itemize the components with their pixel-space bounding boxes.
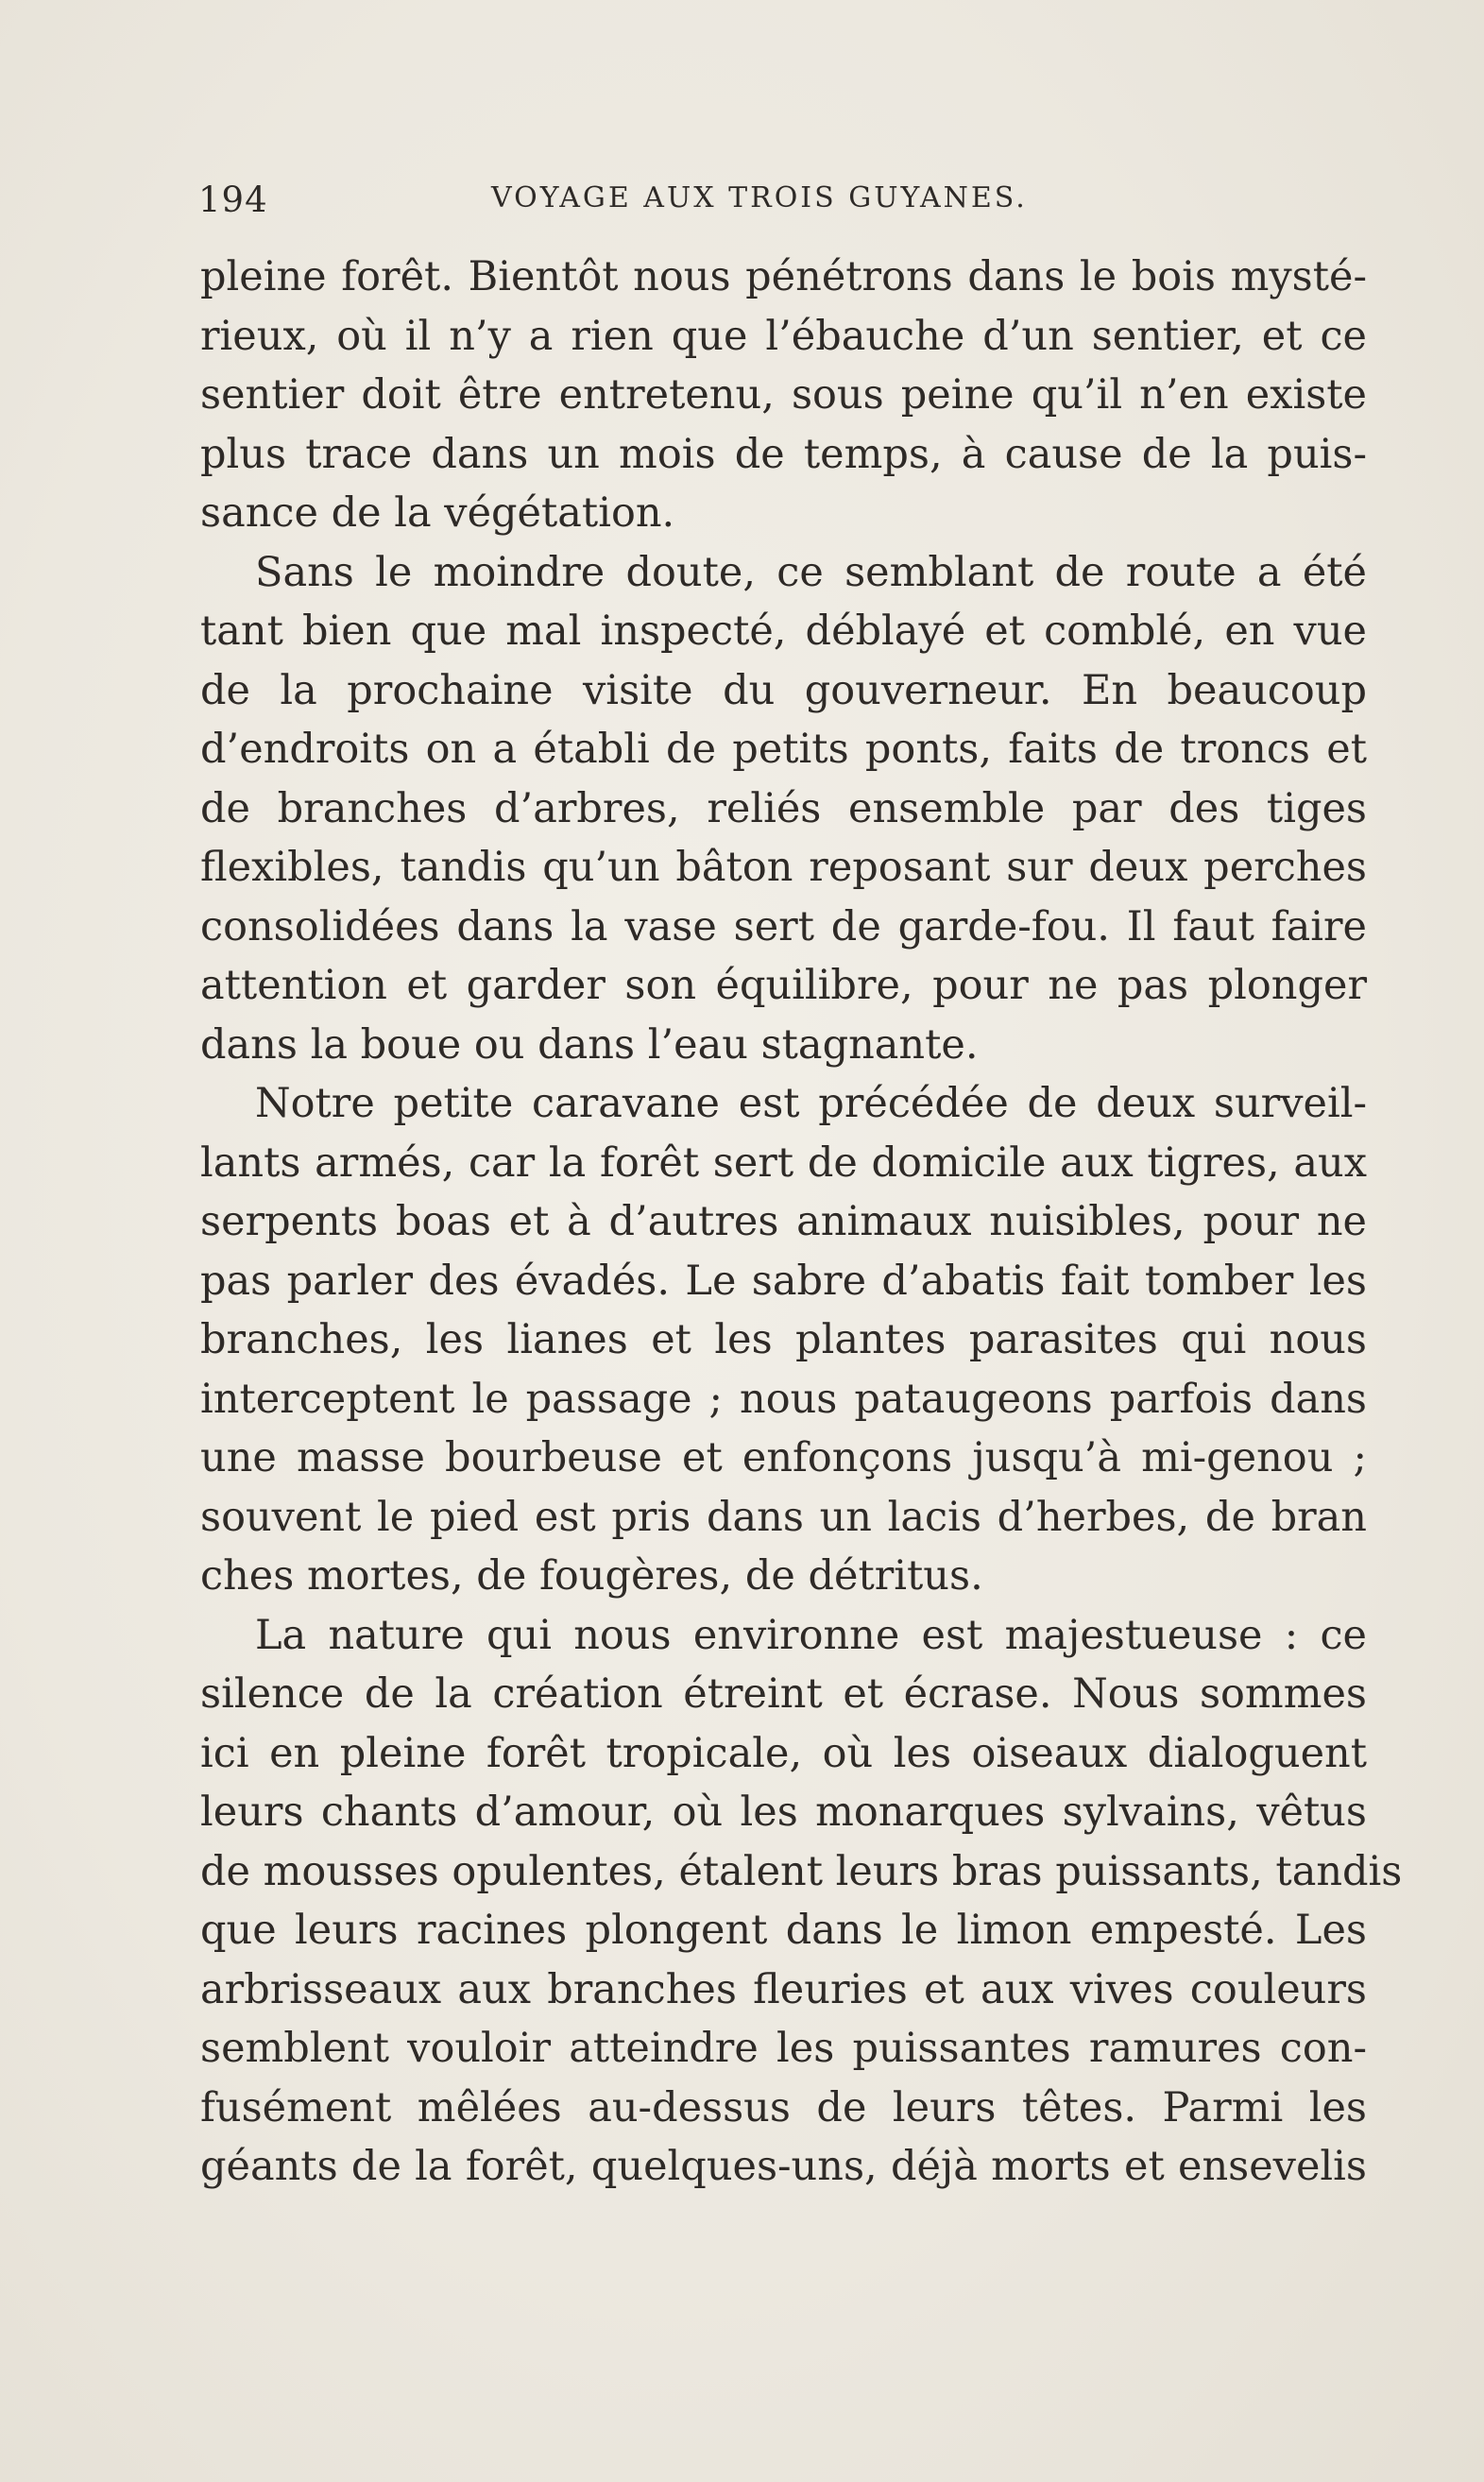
paragraph <box>200 248 1367 543</box>
text-line: de branches d’arbres, reliés ensemble par des tiges <box>200 784 1367 832</box>
text-line: géants de la forêt, quelques-uns, déjà morts et ensevelis <box>200 2143 1367 2190</box>
text-line: consolidées dans la vase sert de garde-fou. Il faut faire <box>200 902 1367 950</box>
text-line: flexibles, tandis qu’un bâton reposant sur deux perches <box>200 844 1367 891</box>
text-line: leurs chants d’amour, où les monarques sylvains, vêtus <box>200 1789 1367 1836</box>
text-line: La nature qui nous environne est majestueuse : ce <box>255 1611 1367 1659</box>
text-line: Notre petite caravane est précédée de deux surveil- <box>255 1080 1367 1127</box>
text-line: plus trace dans un mois de temps, à cause de la puis- <box>200 430 1367 478</box>
text-line: silence de la création étreint et écrase. Nous sommes <box>200 1670 1367 1718</box>
paragraph <box>200 543 1367 1075</box>
text-line: ches mortes, de fougères, de détritus. <box>200 1552 983 1600</box>
text-line: souvent le pied est pris dans un lacis d’herbes, de bran <box>200 1493 1367 1541</box>
text-line: attention et garder son équilibre, pour ne pas plonger <box>200 962 1367 1009</box>
text-line: tant bien que mal inspecté, déblayé et comblé, en vue <box>200 608 1367 655</box>
paragraph <box>200 1074 1367 1606</box>
text-line: pas parler des évadés. Le sabre d’abatis fait tomber les <box>200 1257 1367 1305</box>
text-line: une masse bourbeuse et enfonçons jusqu’à mi-genou ; <box>200 1434 1367 1481</box>
text-line: pleine forêt. Bientôt nous pénétrons dans le bois mysté- <box>200 253 1367 300</box>
text-line: d’endroits on a établi de petits ponts, faits de troncs et <box>200 726 1367 773</box>
text-line: fusément mêlées au-dessus de leurs têtes. Parmi les <box>200 2083 1367 2131</box>
text-line: ici en pleine forêt tropicale, où les oiseaux dialoguent <box>200 1729 1367 1777</box>
text-line: sentier doit être entretenu, sous peine qu’il n’en existe <box>200 371 1367 419</box>
text-line: dans la boue ou dans l’eau stagnante. <box>200 1020 979 1069</box>
page-header <box>198 180 1086 227</box>
text-line: sance de la végétation. <box>200 489 675 537</box>
text-line: de mousses opulentes, étalent leurs bras puissants, tandis <box>200 1847 1403 1895</box>
text-line: semblent vouloir atteindre les puissantes ramures con- <box>200 2025 1367 2072</box>
page-number: 194 <box>198 180 268 220</box>
body-text <box>200 248 1403 2197</box>
text-line: de la prochaine visite du gouverneur. En beaucoup <box>200 666 1367 714</box>
text-line: serpents boas et à d’autres animaux nuisibles, pour ne <box>200 1198 1367 1245</box>
text-line: interceptent le passage ; nous pataugeons parfois dans <box>200 1375 1367 1423</box>
paragraph <box>200 1606 1403 2197</box>
text-line: rieux, où il n’y a rien que l’ébauche d’un sentier, et ce <box>200 312 1367 360</box>
text-line: que leurs racines plongent dans le limon empesté. Les <box>200 1907 1367 1954</box>
text-line: Sans le moindre doute, ce semblant de route a été <box>255 548 1367 596</box>
text-line: lants armés, car la forêt sert de domicile aux tigres, aux <box>200 1138 1367 1187</box>
running-title: VOYAGE AUX TROIS GUYANES. <box>491 181 1028 214</box>
text-line: branches, les lianes et les plantes parasites qui nous <box>200 1316 1367 1363</box>
text-line: arbrisseaux aux branches fleuries et aux vives couleurs <box>200 1965 1367 2013</box>
